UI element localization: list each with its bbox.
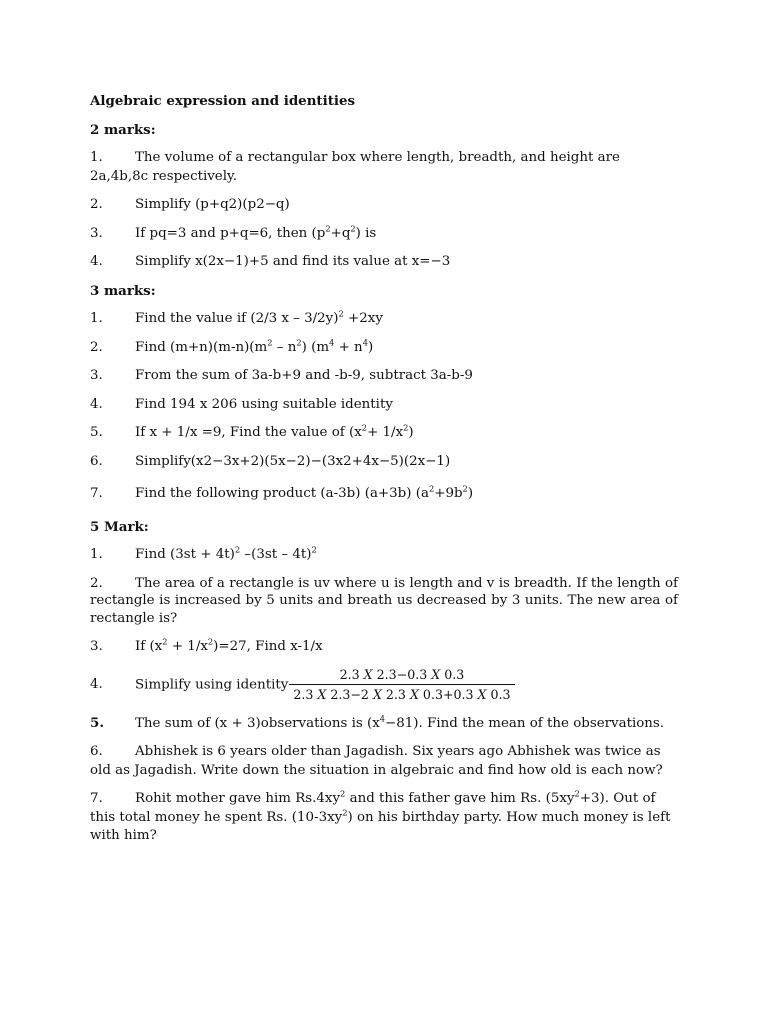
- question-text: +9b: [434, 486, 463, 501]
- superscript: 2: [342, 807, 348, 818]
- question-number: 2.: [90, 197, 103, 212]
- question-text: Simplify x(2x−1)+5 and find its value at x=−3: [135, 254, 451, 269]
- superscript: 2: [267, 337, 273, 348]
- superscript: 2: [234, 544, 241, 555]
- fraction-numerator: [289, 666, 514, 684]
- question-5m-6: [90, 743, 678, 780]
- question-text: +2xy: [343, 311, 383, 326]
- question-text: + n: [334, 339, 363, 355]
- superscript: 2: [361, 422, 368, 433]
- question-text: )=27, Find x-1/x: [213, 638, 323, 654]
- question-3m-7: [90, 485, 678, 504]
- section-heading-2-marks: 2 marks:: [90, 121, 156, 138]
- question-text: −81). Find the mean of the observations.: [385, 715, 665, 731]
- question-number: 4.: [90, 254, 103, 269]
- question-number: 4.: [90, 396, 103, 412]
- question-text: ): [467, 486, 474, 501]
- question-text: +3). Out of this total money he spent Rs. (10-3xy: [90, 791, 656, 825]
- question-3m-1: [90, 310, 678, 329]
- superscript: 2: [311, 544, 317, 555]
- question-text: Find the value if (2/3 x – 3/2y): [135, 311, 339, 326]
- question-3m-6: [90, 453, 678, 472]
- times-symbol: X: [431, 667, 441, 683]
- question-number: 2.: [90, 339, 103, 355]
- times-symbol: X: [372, 687, 382, 703]
- question-3m-2: [90, 339, 678, 358]
- superscript: 2: [340, 788, 346, 799]
- question-number: 7.: [90, 791, 103, 807]
- question-3m-5: [90, 424, 678, 443]
- superscript: 4: [362, 337, 368, 348]
- fraction-denominator: [289, 684, 514, 703]
- superscript: 2: [403, 422, 409, 433]
- question-text: – n: [272, 339, 297, 355]
- question-2m-1: [90, 149, 678, 186]
- question-text: Find (m+n)(m-n)(m: [135, 339, 268, 355]
- question-text: Simplify (p+q2)(p2−q): [135, 197, 290, 212]
- question-5m-2: [90, 575, 678, 628]
- question-3m-4: [90, 396, 678, 415]
- superscript: 2: [338, 308, 344, 319]
- fraction-text: 0.3: [440, 667, 465, 683]
- question-number: 6.: [90, 453, 103, 469]
- question-text: If x + 1/x =9, Find the value of (x: [135, 425, 362, 440]
- question-text: From the sum of 3a-b+9 and -b-9, subtract 3a-b-9: [135, 368, 473, 383]
- superscript: 2: [462, 483, 468, 494]
- question-5m-3: [90, 638, 678, 657]
- question-text: Simplify using identity: [135, 677, 289, 693]
- question-number: 1.: [90, 150, 103, 165]
- fraction-text: 2.3−0.3: [372, 667, 432, 683]
- section-heading-5-mark: 5 Mark:: [90, 518, 149, 535]
- superscript: 2: [162, 636, 168, 647]
- question-number: 4.: [90, 677, 103, 693]
- times-symbol: X: [477, 687, 487, 703]
- question-text: ) is: [355, 225, 377, 241]
- question-number: 3.: [90, 368, 103, 383]
- question-text: ): [367, 339, 374, 355]
- times-symbol: X: [317, 687, 327, 703]
- question-text: If pq=3 and p+q=6, then (p: [135, 225, 326, 241]
- question-text: Simplify(x2−3x+2)(5x−2)−(3x2+4x−5)(2x−1): [135, 453, 451, 469]
- question-text: The volume of a rectangular box where length, breadth, and height are 2a,4b,8c respectively.: [90, 150, 620, 184]
- superscript: 2: [207, 636, 214, 647]
- question-number: 7.: [90, 486, 103, 501]
- question-text: ): [408, 425, 414, 440]
- question-text: + 1/x: [167, 638, 208, 654]
- document-content: [90, 92, 678, 856]
- fraction-text: 2.3: [293, 687, 318, 703]
- fraction-text: 2.3−2: [326, 687, 373, 703]
- question-text: Find the following product (a-3b) (a+3b) (a: [135, 486, 429, 501]
- question-text: + 1/x: [367, 425, 404, 440]
- question-2m-2: [90, 196, 678, 215]
- superscript: 2: [325, 223, 331, 234]
- superscript: 2: [574, 788, 580, 799]
- question-5m-4: [90, 666, 678, 704]
- superscript: 2: [428, 483, 435, 494]
- question-2m-3: [90, 225, 678, 244]
- fraction-text: 2.3: [339, 667, 364, 683]
- question-text: –(3st – 4t): [240, 547, 312, 562]
- question-number: 1.: [90, 547, 103, 562]
- question-number: 6.: [90, 744, 103, 760]
- question-5m-7: [90, 790, 678, 846]
- question-number: 5.: [90, 714, 104, 731]
- question-number: 3.: [90, 225, 103, 241]
- fraction-text: 0.3: [486, 687, 511, 703]
- question-number: 3.: [90, 638, 103, 654]
- question-text: +q: [330, 225, 351, 241]
- fraction-text: 2.3: [381, 687, 410, 703]
- section-heading-3-marks: 3 marks:: [90, 282, 156, 299]
- times-symbol: X: [409, 687, 419, 703]
- document-title: Algebraic expression and identities: [90, 93, 356, 109]
- question-text: ) (m: [301, 339, 330, 355]
- question-text: ) on his birthday party. How much money is left with him?: [90, 809, 671, 844]
- question-number: 5.: [90, 425, 103, 440]
- question-text: Abhishek is 6 years older than Jagadish. Six years ago Abhishek was twice as old as Jagadish. Write down the situation in algebraic and find how old is each now?: [90, 744, 663, 778]
- superscript: 2: [350, 223, 356, 234]
- question-text: Rohit mother gave him Rs.4xy: [135, 791, 341, 807]
- question-text: If (x: [135, 638, 163, 654]
- superscript: 2: [296, 337, 302, 348]
- question-2m-4: [90, 253, 678, 272]
- question-number: 2.: [90, 575, 103, 591]
- times-symbol: X: [363, 667, 373, 683]
- question-text: Find (3st + 4t): [135, 547, 235, 562]
- question-text: The area of a rectangle is uv where u is length and v is breadth. If the length of rectangle is increased by 5 units and breath us decreased by 3 units. The new area of rectangle is?: [90, 575, 678, 626]
- question-5m-5: [90, 714, 678, 734]
- question-text: and this father gave him Rs. (5xy: [345, 791, 575, 807]
- superscript: 4: [379, 713, 386, 724]
- question-text: The sum of (x + 3)observations is (x: [135, 715, 380, 731]
- superscript: 4: [329, 337, 335, 348]
- identity-fraction: [289, 666, 514, 704]
- fraction-text: 0.3+0.3: [418, 687, 478, 703]
- question-3m-3: [90, 367, 678, 386]
- question-number: 1.: [90, 311, 103, 326]
- question-text: Find 194 x 206 using suitable identity: [135, 396, 393, 412]
- question-5m-1: [90, 546, 678, 565]
